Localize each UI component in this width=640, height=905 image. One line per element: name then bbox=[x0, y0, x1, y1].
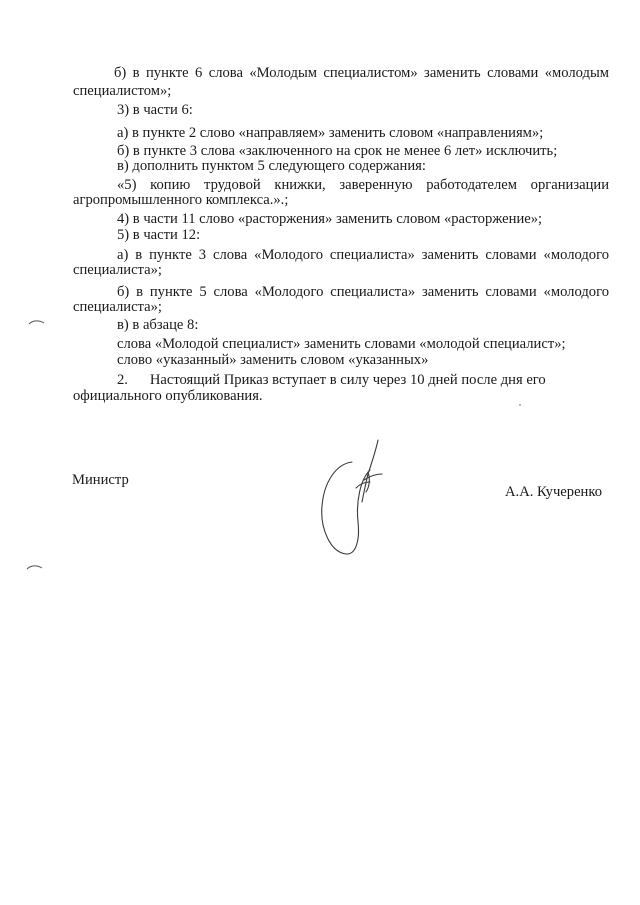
text-line-1: б) в пункте 6 слова «Молодым специалистом» заменить словами «молодым bbox=[114, 65, 609, 81]
handwritten-signature bbox=[312, 436, 396, 560]
text-line-12: специалиста»; bbox=[73, 262, 162, 278]
position-title: Министр bbox=[72, 472, 129, 488]
text-line-2: специалистом»; bbox=[73, 83, 172, 99]
text-line-19: официального опубликования. bbox=[73, 388, 263, 404]
text-line-7: «5) копию трудовой книжки, заверенную работодателем организации bbox=[117, 177, 609, 193]
signer-name: А.А. Кучеренко bbox=[505, 484, 603, 500]
scan-mark-top bbox=[28, 318, 46, 326]
text-line-8: агропромышленного комплекса.».; bbox=[73, 192, 289, 208]
text-line-14: специалиста»; bbox=[73, 299, 162, 315]
text-line-18: 2. Настоящий Приказ вступает в силу через 10 дней после дня его bbox=[117, 372, 546, 388]
text-line-5: б) в пункте 3 слова «заключенного на срок не менее 6 лет» исключить; bbox=[117, 143, 558, 159]
text-line-17: слово «указанный» заменить словом «указанных» bbox=[117, 352, 429, 368]
text-line-13: б) в пункте 5 слова «Молодого специалиста» заменить словами «молодого bbox=[117, 284, 609, 300]
text-line-4: а) в пункте 2 слово «направляем» заменить словом «направлениям»; bbox=[117, 125, 544, 141]
text-line-15: в) в абзаце 8: bbox=[117, 317, 199, 333]
text-line-11: а) в пункте 3 слова «Молодого специалиста» заменить словами «молодого bbox=[117, 247, 609, 263]
scan-mark-bottom bbox=[26, 563, 44, 571]
text-line-16: слова «Молодой специалист» заменить словами «молодой специалист»; bbox=[117, 336, 566, 352]
text-line-3: 3) в части 6: bbox=[117, 102, 193, 118]
text-line-10: 5) в части 12: bbox=[117, 227, 201, 243]
text-line-9: 4) в части 11 слово «расторжения» заменить словом «расторжение»; bbox=[117, 211, 543, 227]
text-line-6: в) дополнить пунктом 5 следующего содержания: bbox=[117, 158, 426, 174]
scan-dot bbox=[519, 404, 521, 406]
